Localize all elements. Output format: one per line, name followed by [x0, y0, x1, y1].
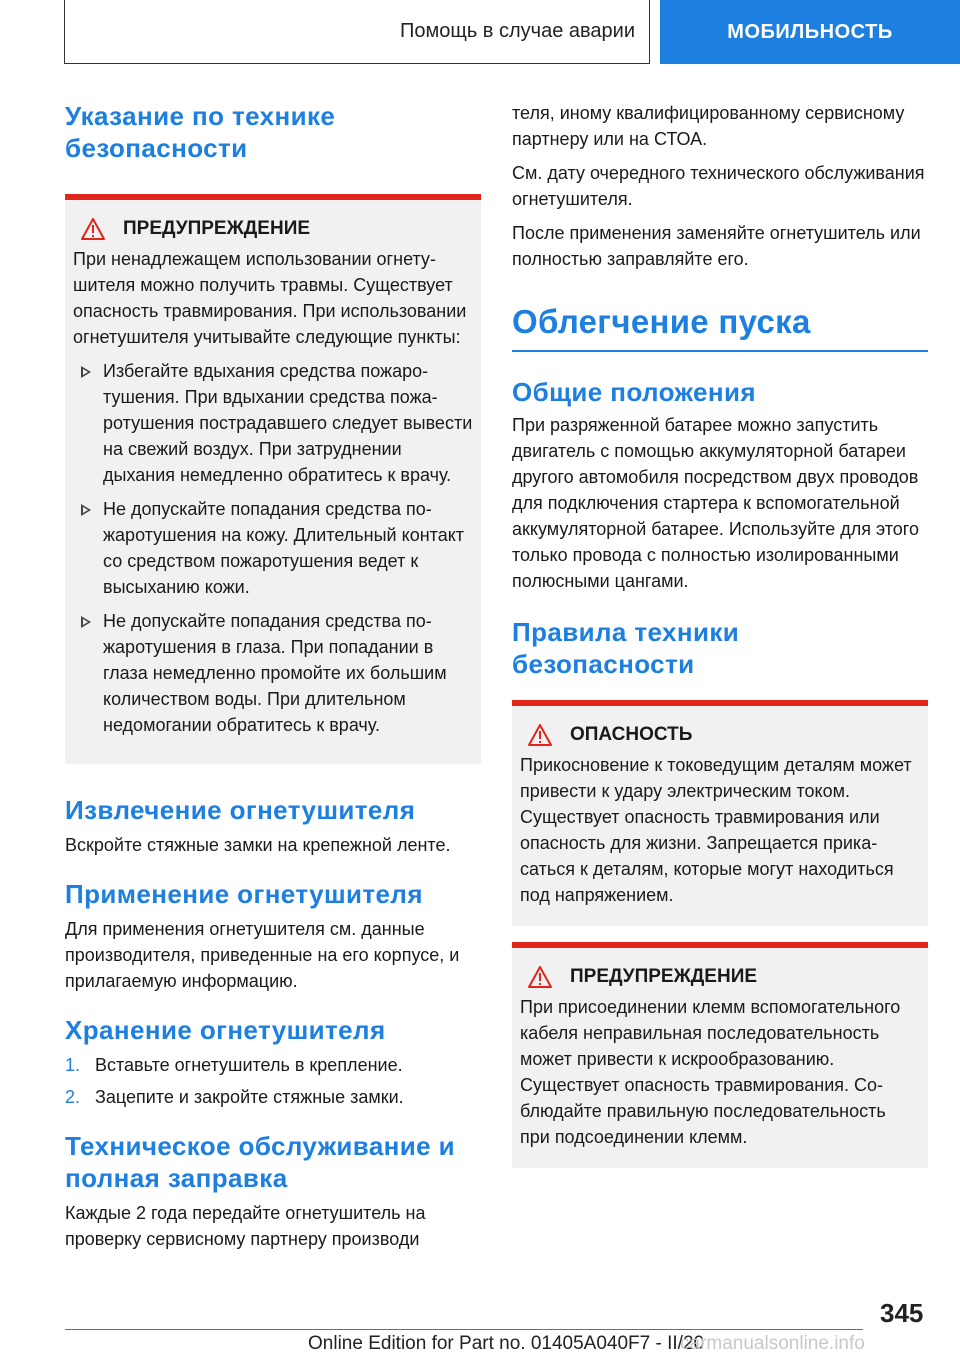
- storage-heading: Хранение огнетушителя: [65, 1015, 386, 1045]
- bullet-triangle-icon: [81, 366, 91, 378]
- right-column: [512, 100, 928, 1168]
- chapter-tab: МОБИЛЬНОСТЬ: [660, 0, 960, 64]
- maintenance-text: Каждые 2 года передайте огнетушитель на проверку сервисному партнеру производи: [65, 1203, 426, 1249]
- bullet-triangle-icon: [81, 504, 91, 516]
- danger-triangle-icon: [528, 724, 552, 746]
- edition-text: Online Edition for Part no. 01405A040F7 - II/20: [308, 1333, 705, 1354]
- page-header: [0, 0, 960, 66]
- left-column: [65, 100, 481, 1252]
- warning-title: [73, 218, 473, 240]
- general-heading: Общие положения: [512, 377, 756, 407]
- warning-box-2: [512, 942, 928, 1168]
- list-item: Избегайте вдыхания средства пожаротушения. При вдыхании средства пожаротушения пострадавшего следует вывести на свежий воздух. При затруднении дыхания немедленно обратитесь к врачу.: [73, 358, 473, 488]
- maintenance-continued: теля, иному квалифицированному сервисному партнеру или на СТОА.: [512, 103, 905, 149]
- section-title: Помощь в случае аварии: [64, 0, 650, 64]
- removal-text: Вскройте стяжные замки на крепежной ленте.: [65, 835, 451, 855]
- warning-title-2: [520, 966, 920, 988]
- warning-text: При ненадлежащем использовании огнетушителя можно получить травмы. Существует опасность травмирования. При использовании огнетушителя учитывайте следующие пункты:: [73, 249, 467, 347]
- service-date-text: См. дату очередного технического обслуживания огнетушителя.: [512, 163, 925, 209]
- danger-label: ОПАСНОСТЬ: [570, 724, 693, 745]
- danger-title: [520, 724, 920, 746]
- jumpstart-heading: Облегчение пуска: [512, 303, 811, 340]
- warning-label: ПРЕДУПРЕЖДЕНИЕ: [123, 218, 311, 239]
- danger-text: Прикосновение к токоведущим деталям может привести к удару электрическим током. Существует опасность травмирования или опасность для жизни. Запрещается прикасаться к деталям, которые могут находиться под напряжением.: [520, 755, 912, 905]
- general-text: При разряженной батарее можно запустить двигатель с помощью аккумуляторной батареи другого автомобиля посредством двух проводов для подключения стартера к вспомогательной аккумуляторной батарее. Используйте для этого только провода с полностью изолированными полюсными цангами.: [512, 415, 919, 591]
- list-item: 2. Зацепите и закройте стяжные замки.: [65, 1087, 404, 1107]
- rules-heading: Правила техники безопасности: [512, 617, 740, 679]
- warning-triangle-icon: [81, 218, 105, 240]
- after-use-text: После применения заменяйте огнетушитель или полностью заправляйте его.: [512, 223, 921, 269]
- list-item: Не допускайте попадания средства пожаротушения на кожу. Длительный контакт со средством пожаротушения ведет к высыханию кожи.: [73, 496, 473, 600]
- use-heading: Применение огнетушителя: [65, 879, 423, 909]
- warning-triangle-icon: [528, 966, 552, 988]
- warning-text-2: При присоединении клемм вспомогательного кабеля неправильная последовательность может привести к искрообразованию. Существует опасность травмирования. Соблюдайте правильную последовательность при подсоединении клемм.: [520, 997, 901, 1147]
- list-item: 1. Вставьте огнетушитель в крепление.: [65, 1055, 403, 1075]
- watermark: carmanualsonline.info: [680, 1333, 865, 1354]
- use-text: Для применения огнетушителя см. данные производителя, приведенные на его корпусе, и прилагаемую информацию.: [65, 919, 460, 991]
- warning-box: [65, 194, 481, 764]
- warning-label-2: ПРЕДУПРЕЖДЕНИЕ: [570, 966, 758, 987]
- removal-heading: Извлечение огнетушителя: [65, 795, 416, 825]
- page-number: 345: [880, 1298, 924, 1328]
- storage-steps: [65, 1052, 481, 1110]
- danger-box: [512, 700, 928, 926]
- heading-rule: [512, 350, 928, 352]
- maintenance-heading: Техническое обслуживание и полная заправка: [65, 1131, 456, 1193]
- footer-rule: [65, 1329, 863, 1330]
- bullet-triangle-icon: [81, 616, 91, 628]
- list-item: Не допускайте попадания средства пожаротушения в глаза. При попадании в глаза немедленно промойте их большим количеством воды. При длительном недомогании обратитесь к врачу.: [73, 608, 473, 738]
- safety-heading: Указание по технике безопасности: [65, 101, 336, 163]
- warning-list: [73, 358, 473, 738]
